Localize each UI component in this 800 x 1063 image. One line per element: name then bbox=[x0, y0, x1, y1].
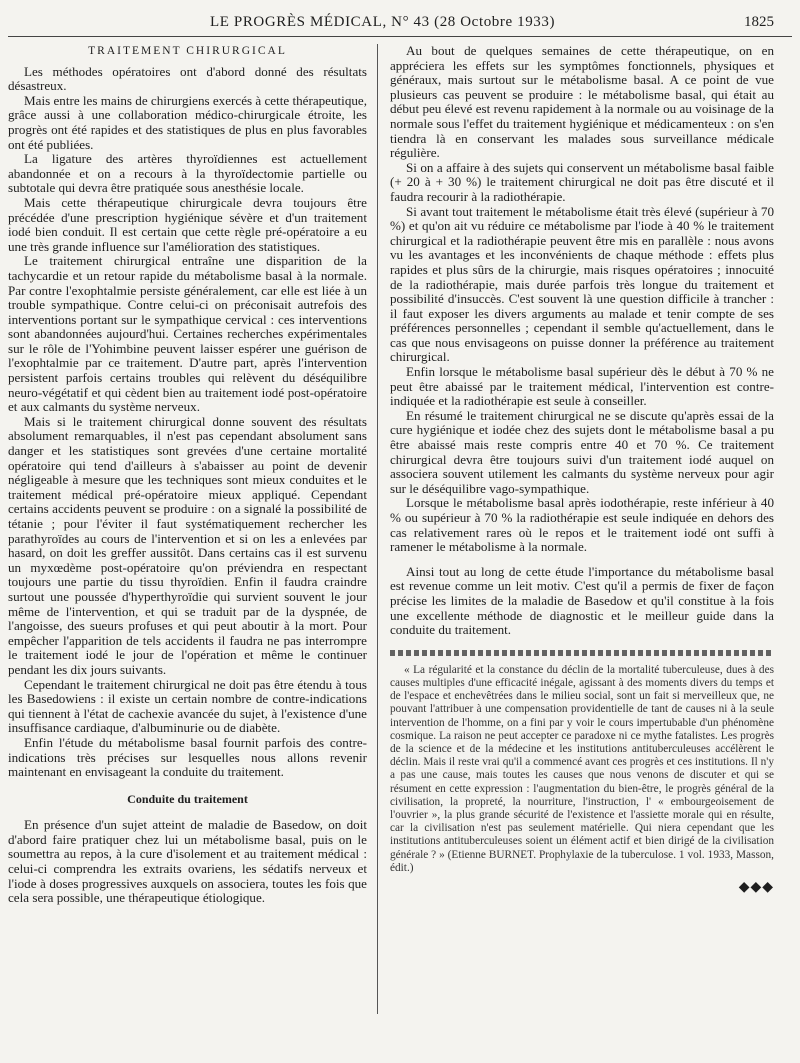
right-paragraph: Si on a affaire à des sujets qui conservent un métabolisme basal faible (+ 20 à + 30 %) le traitement chirurgical ne doit pas être discuté et il faudra recourir à la radiothérapie. bbox=[390, 159, 774, 204]
left-paragraph: Enfin l'étude du métabolisme basal fournit parfois des contre-indications très précises sur lesquelles nous allons revenir maintenant en envisageant la conduite du traitement. bbox=[8, 734, 367, 780]
conclusion-paragraph: Ainsi tout au long de cette étude l'importance du métabolisme basal est revenue comme un leit motiv. C'est qu'il a permis de fixer de façon précise les limites de la maladie de Basedow et qu'il constitue à la fois une excellente méthode de diagnostic et le meilleur guide dans la conduite du traitement. bbox=[390, 563, 774, 638]
ornamental-divider bbox=[390, 650, 774, 656]
subsection-title: Conduite du traitement bbox=[127, 791, 248, 806]
left-paragraph: Mais entre les mains de chirurgiens exercés à cette thérapeutique, grâce aussi à une collaboration médico-chirurgicale étroite, les progrès ont été rapides et des statistiques de plus en plus favorables ont été publiées. bbox=[8, 92, 367, 152]
left-paragraph: Cependant le traitement chirurgical ne doit pas être étendu à tous les Basedowiens : il existe un certain nombre de contre-indications qui tiennent à l'état de cachexie avancée du sujet, à l'existence d'une insuffisance cardiaque, d'albuminurie ou de diabète. bbox=[8, 676, 367, 736]
left-paragraph: Le traitement chirurgical entraîne une disparition de la tachycardie et un retour rapide du métabolisme basal à la normale. Par contre l'exophtalmie persiste généralement, car elle est liée à un trouble sympathique. Contre celui-ci on préconisait autrefois des interventions portant sur le sympathique cervical : ces interventions sont abandonnées aujourd'hui. Certaines recherches expérimentales sur le rôle de l'Yohimbine peuvent laisser espérer une guérison de l'exophtalmie par ce traitement. D'autre part, après l'intervention persistent parfois certains troubles qui relèvent du déséquilibre neuro-végétatif et qui cèdent bien au traitement iodé post-opératoire et aux calmants du système nerveux. bbox=[8, 253, 367, 415]
column-divider bbox=[377, 44, 378, 1014]
left-column bbox=[8, 44, 367, 906]
right-paragraph: Si avant tout traitement le métabolisme était très élevé (supérieur à 70 %) et qu'on ait vu réduire ce métabolisme par l'iode à 40 % le traitement chirurgical et la radiothérapie peuvent être mis en parallèle : nous avons vu les avantages et les inconvénients de chaque méthode : effets plus rapides et plus sûrs de la chirurgie, mais risques opératoires ; innocuité de la radiothérapie, mais durée parfois très longue du traitement et possibilité d'insuccès. C'est souvent là une question difficile à trancher : il faut exposer les divers arguments au malade et tenir compte de ses préférences personnelles ; cependant il semble qu'actuellement, dans le cas que nous envisageons on puisse donner la préférence au traitement chirurgical. bbox=[390, 203, 774, 365]
right-paragraph: Enfin lorsque le métabolisme basal supérieur dès le début à 70 % ne peut être abaissé par le traitement médical, l'intervention est contre-indiquée et la radiothérapie est seule à conseiller. bbox=[390, 364, 774, 409]
page-header bbox=[0, 12, 800, 34]
right-paragraph: Lorsque le métabolisme basal après iodothérapie, reste inférieur à 40 % ou supérieur à 70 % la radiothérapie est seule indiquée en dehors des cas relativement rares où le repos et le traitement iodé ont suffi à ramener le métabolisme à la normale. bbox=[390, 495, 774, 555]
left-paragraph: Les méthodes opératoires ont d'abord donné des résultats désastreux. bbox=[8, 63, 367, 94]
header-rule bbox=[8, 36, 792, 37]
right-column bbox=[390, 44, 774, 896]
footnote-quotation: « La régularité et la constance du déclin de la mortalité tuberculeuse, dues à des causes multiples d'une efficacité inégale, agissant à des moments divers du temps et de l'espace et enchevêtrées dans le milieu social, sont un fait si merveilleux que, ne pouvant l'attribuer à une compensation providentielle de tant de causes ni à la seule intervention de l'homme, on a fini par y voir le cours impertubable d'un phénomène cosmique. La raison ne peut accepter ce paradoxe ni ce mythe fatalistes. Les progrès de la science et de la médecine et les institutions antituberculeuses accélèrent le déclin. Mais il reste vrai qu'il a commencé avant ces progrès et ces institutions. Il n'y a pas une cause, mais toutes les causes que nous venons de discuter et qui se résument en cette expression : l'augmentation du bien-être, le progrès général de la civilisation, la propreté, la nourriture, l'instruction, l' « embourgeoisement de l'ouvrier », la plus grande sécurité de l'existence et l'assiette morale qui en résulte, car la civilisation n'est pas seulement matérielle. Qui niera cependant que les institutions antituberculeuses soient un élément actif et bien dirigé de la civilisation générale ? » (Etienne BURNET. Prophylaxie de la tuberculose. 1 vol. 1933, Masson, édit.) bbox=[390, 663, 774, 874]
left-paragraph: Mais si le traitement chirurgical donne souvent des résultats absolument remarquables, il n'est pas cependant absolument sans danger et les statistiques sont grevées d'une certaine mortalité opératoire qui tend d'ailleurs à s'abaisser au point de devenir négligeable à mesure que les techniques sont mieux conduites et le traitement médical pré-opératoire mieux appliqué. Cependant certains accidents peuvent se produire : on a signalé la possibilité de tétanie ; pour l'éviter il faut systématiquement rechercher les parathyroïdes au cours de l'intervention et si on les a enlevées par hasard, on doit les greffer aussitôt. Dans certains cas il est survenu un myxœdème post-opératoire qu'on préviendra en respectant toujours une partie du tissu thyroïdien. Enfin il faudra craindre surtout une poussée d'hyperthyroïdie qui survient souvent le jour même de l'intervention, et qui se traduit par de la dyspnée, de l'angoisse, des sueurs profuses et qui peut aboutir à la mort. Pour empêcher l'apparition de tels accidents il faudra ne pas interrompre le traitement iodé le jour de l'opération et même le continuer pendant les dix jours suivants. bbox=[8, 413, 367, 677]
subsection-paragraph: En présence d'un sujet atteint de maladie de Basedow, on doit d'abord faire pratiquer chez lui un métabolisme basal, puis on le soumettra au repos, à la cure d'isolement et au traitement médical : celui-ci comprendra les extraits ovariens, les sédatifs nerveux et l'iode à doses progressives auxquels on associera, toutes les fois que cela sera possible, une thérapeutique étiologique. bbox=[8, 817, 367, 906]
journal-title: LE PROGRÈS MÉDICAL, N° 43 (28 Octobre 1933) bbox=[210, 14, 556, 30]
left-paragraph: La ligature des artères thyroïdiennes est actuellement abandonnée et on a recours à la thyroïdectomie partielle ou subtotale qui devra être pratiquée sous anesthésie locale. bbox=[8, 151, 367, 196]
end-ornament: ◆◆◆ bbox=[738, 880, 774, 895]
page-number: 1825 bbox=[744, 14, 774, 30]
right-paragraph: En résumé le traitement chirurgical ne se discute qu'après essai de la cure hygiénique et iodée chez des sujets dont le métabolisme basal a pu être abaissé mais reste compris entre 40 et 70 %. Ce traitement chirurgical devra être toujours suivi d'un traitement iodé auquel on associera souvent utilement les calmants du système nerveux pour agir sur le déséquilibre vago-sympathique. bbox=[390, 407, 774, 496]
section-title: TRAITEMENT CHIRURGICAL bbox=[88, 45, 287, 57]
right-paragraph: Au bout de quelques semaines de cette thérapeutique, on en appréciera les effets sur les symptômes fonctionnels, physiques et généraux, mais surtout sur le métabolisme basal. A ce point de vue plusieurs cas peuvent se produire : le métabolisme basal, qui était au début peu élevé est revenu rapidement à la normale ou au voisinage de la normale sous l'effet du traitement hygiénique et médicamenteux : on s'en tiendra là en conservant les malades sous surveillance médicale régulière. bbox=[390, 43, 774, 161]
left-paragraph: Mais cette thérapeutique chirurgicale devra toujours être précédée d'une prescription hygiénique sévère et d'un traitement iodé bien conduit. Il est certain que cette règle pré-opératoire a eu une très grande influence sur l'amélioration des statistiques. bbox=[8, 194, 367, 254]
